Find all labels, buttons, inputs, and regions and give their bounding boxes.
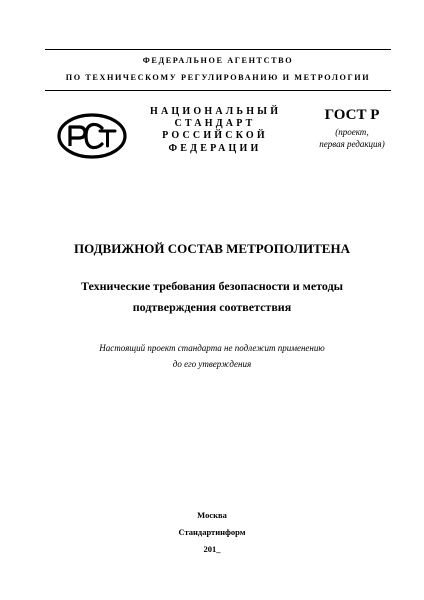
top-rule bbox=[45, 49, 391, 50]
notice-line: до его утверждения bbox=[172, 359, 252, 369]
publisher-name: Стандартинформ bbox=[178, 527, 246, 537]
draft-notice bbox=[30, 340, 394, 372]
agency-line-2: ПО ТЕХНИЧЕСКОМУ РЕГУЛИРОВАНИЮ И МЕТРОЛОГИИ bbox=[65, 73, 371, 82]
gost-title: ГОСТ Р bbox=[324, 107, 380, 123]
standard-type-line: СТАНДАРТ bbox=[174, 118, 256, 130]
subtitle-line: Технические требования безопасности и методы bbox=[80, 279, 344, 293]
document-title: ПОДВИЖНОЙ СОСТАВ МЕТРОПОЛИТЕНА bbox=[74, 241, 350, 256]
standard-type-block bbox=[150, 106, 280, 155]
standard-type-line: ФЕДЕРАЦИИ bbox=[168, 142, 262, 154]
standard-type-line: РОССИЙСКОЙ bbox=[162, 130, 268, 142]
publication-info bbox=[30, 507, 394, 558]
notice-line: Настоящий проект стандарта не подлежит применению bbox=[99, 343, 325, 353]
middle-rule bbox=[45, 90, 391, 91]
standard-type-line: НАЦИОНАЛЬНЫЙ bbox=[150, 106, 282, 117]
document-subtitle bbox=[30, 276, 394, 318]
rst-logo-icon bbox=[56, 112, 128, 160]
gost-note-line: (проект, bbox=[335, 127, 369, 137]
agency-line-1: ФЕДЕРАЛЬНОЕ АГЕНТСТВО bbox=[142, 56, 294, 65]
gost-edition-note bbox=[304, 126, 400, 150]
publication-city: Москва bbox=[197, 510, 227, 520]
publication-year: 201_ bbox=[203, 544, 221, 554]
gost-note-line: первая редакция) bbox=[319, 139, 385, 149]
subtitle-line: подтверждения соответствия bbox=[132, 300, 292, 314]
